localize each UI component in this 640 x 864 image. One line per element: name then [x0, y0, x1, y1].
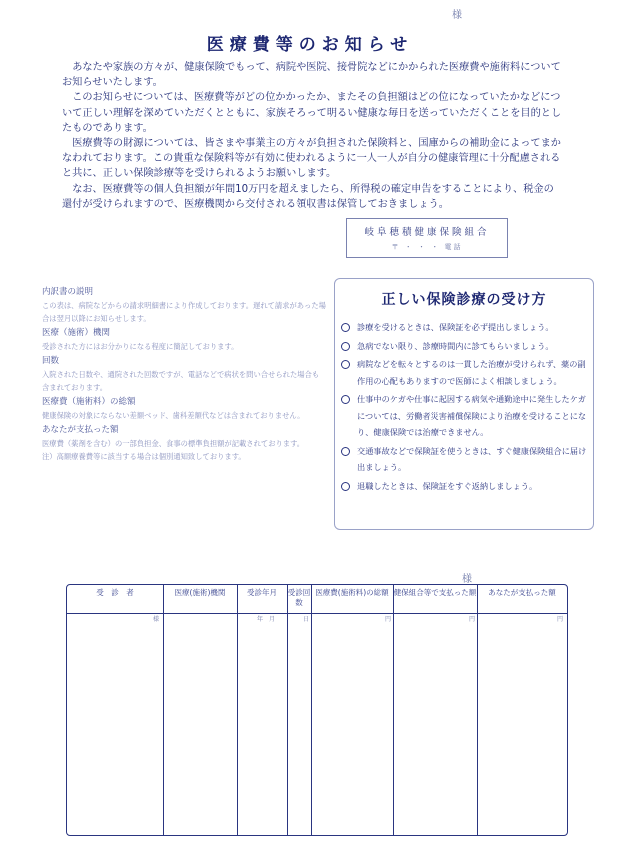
- unit-label: 日: [303, 616, 310, 623]
- medical-expense-table: [66, 584, 568, 836]
- breakdown-heading: あなたが支払った額: [42, 425, 119, 435]
- unit-label: 円: [469, 616, 476, 623]
- intro-paragraph: なお、医療費等の個人負担額が年間10万円を超えましたら、所得税の確定申告をすることにより、税金の還付が受けられますので、医療機関から交付される領収書は保管しておきましょう。: [62, 183, 554, 210]
- breakdown-heading: 医療費（施術料）の総額: [42, 397, 136, 407]
- breakdown-text: 健康保険の対象にならない差額ベッド、歯科差額代などは含まれておりません。: [42, 411, 305, 420]
- guide-item: [335, 356, 593, 389]
- column-divider: [237, 585, 238, 835]
- column-divider: [393, 585, 394, 835]
- breakdown-text: 医療費（薬剤を含む）の一部負担金、食事の標準負担額が記載されております。: [42, 439, 305, 448]
- unit-label: 円: [557, 616, 564, 623]
- column-divider: [477, 585, 478, 835]
- breakdown-text: 受診された方にはお分かりになる程度に簡記しております。: [42, 342, 239, 351]
- addressee-suffix-ledger: 様: [462, 574, 472, 585]
- issuer-stamp: [346, 218, 508, 258]
- issuer-name: 岐阜穂積健康保険組合: [364, 227, 490, 238]
- column-header-total-cost: 医療費(施術料)の総額: [315, 588, 389, 597]
- circle-bullet-icon: [341, 447, 350, 456]
- guide-item: [335, 478, 593, 495]
- column-header-patient: 受 診 者: [96, 588, 134, 597]
- circle-bullet-icon: [341, 360, 350, 369]
- breakdown-text: 入院された日数や、通院された回数ですが、電話などで病状を問い合せられた場合も含まれております。: [42, 370, 320, 392]
- issuer-address: 〒 ・ ・ ・ 電話: [391, 243, 463, 251]
- circle-bullet-icon: [341, 395, 350, 404]
- breakdown-explanation: [42, 284, 326, 463]
- guide-item-text: 診療を受けるときは、保険証を必ず提出しましょう。: [357, 322, 554, 332]
- intro-paragraph: 医療費等の財源については、皆さまや事業主の方々が負担された保険料と、国庫からの補助金によってまかなわれております。この貴重な保険料等が有効に使われるように一人一人が自分の健康管理に十分配慮されると共に、正しい保険診療等を受けられるようお願いします。: [62, 138, 561, 180]
- breakdown-text: この表は、病院などからの請求明細書により作成しております。遅れて請求があった場合は翌月以降にお知らせします。: [42, 301, 326, 323]
- column-divider: [311, 585, 312, 835]
- header-divider: [67, 613, 567, 614]
- column-header-visit-month: 受診年月: [247, 588, 277, 597]
- insurance-guide-box: [334, 278, 594, 530]
- guide-item-text: 交通事故などで保険証を使うときは、すぐ健康保険組合に届け出ましょう。: [357, 445, 587, 472]
- breakdown-heading: 回数: [42, 356, 60, 366]
- page-title: 医療費等のお知らせ: [206, 35, 414, 55]
- circle-bullet-icon: [341, 482, 350, 491]
- column-divider: [287, 585, 288, 835]
- column-header-you-paid: あなたが支払った額: [488, 588, 556, 597]
- column-header-visit-count: 受診回数: [287, 588, 311, 607]
- unit-label: 年 月: [257, 616, 276, 623]
- addressee-suffix-top: 様: [452, 10, 462, 21]
- circle-bullet-icon: [341, 323, 350, 332]
- intro-paragraph: あなたや家族の方々が、健康保険でもって、病院や医院、接骨院などにかかられた医療費や施術料についてお知らせいたします。: [62, 62, 561, 89]
- guide-item: [335, 338, 593, 355]
- unit-label: 様: [153, 616, 160, 623]
- guide-item-text: 急病でない限り、診療時間内に診てもらいましょう。: [357, 340, 554, 351]
- column-divider: [163, 585, 164, 835]
- guide-item: [335, 443, 593, 476]
- guide-item-text: 病院などを転々とするのは一貫した治療が受けられず、薬の副作用の心配もありますので医師によく相談しましょう。: [357, 359, 586, 386]
- column-header-insurer-paid: 健保組合等で支払った額: [393, 588, 477, 597]
- breakdown-note: 注）高額療養費等に該当する場合は個別通知致しております。: [42, 452, 246, 461]
- unit-label: 円: [385, 616, 392, 623]
- intro-paragraph: このお知らせについては、医療費等がどの位かかったか、またその負担額はどの位になっていたかなどについて正しい理解を深めていただくとともに、家族そろって明るい健康な毎日を送っていただくことを目的としたものであります。: [62, 92, 562, 134]
- guide-item: [335, 391, 593, 441]
- guide-item-text: 退職したときは、保険証をすぐ返納しましょう。: [357, 480, 538, 491]
- breakdown-heading: 医療（施術）機関: [42, 328, 111, 338]
- guide-item-text: 仕事中のケガや仕事に起因する病気や通勤途中に発生したケガについては、労働者災害補償保険により治療を受けることになり、健康保険では治療できません。: [357, 394, 587, 437]
- guide-item: [335, 319, 593, 336]
- intro-text: [62, 60, 562, 212]
- circle-bullet-icon: [341, 342, 350, 351]
- guide-title: 正しい保険診療の受け方: [381, 292, 547, 308]
- breakdown-heading: 内訳書の説明: [42, 287, 94, 297]
- column-header-institution: 医療(施術)機関: [174, 588, 226, 597]
